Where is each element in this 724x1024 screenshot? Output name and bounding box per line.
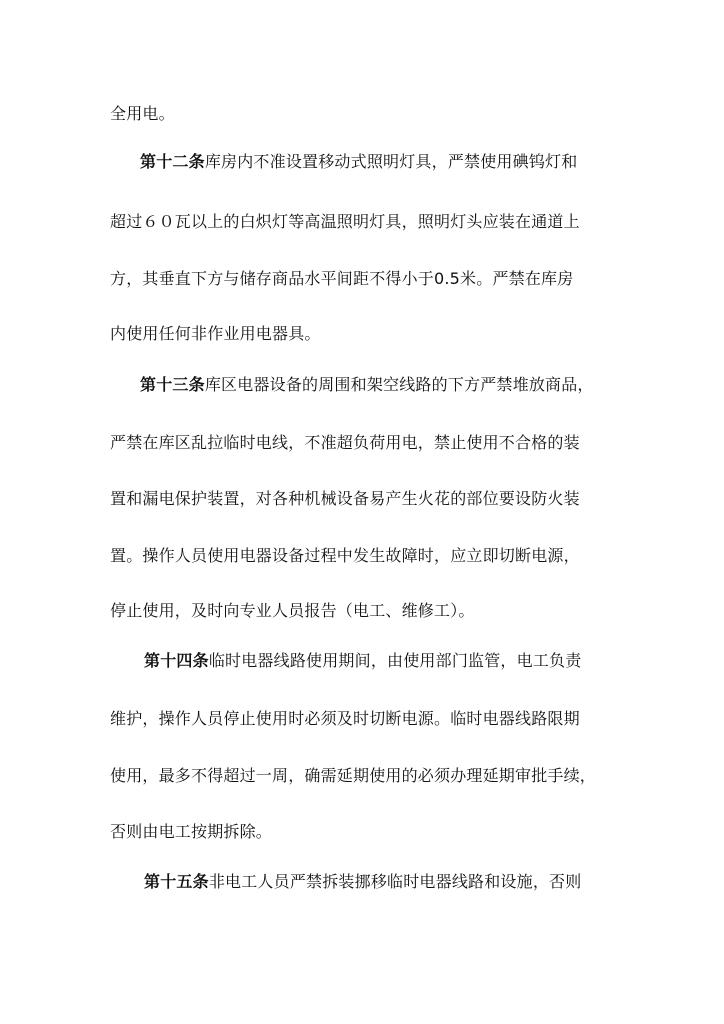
article-heading: 第十四条 xyxy=(144,651,209,670)
line-text: 非电工人员严禁拆装挪移临时电器线路和设施，否则 xyxy=(208,872,582,891)
text-line xyxy=(144,872,581,892)
article-heading: 第十二条 xyxy=(140,152,205,171)
line-text: 否则由电工按期拆除。 xyxy=(110,822,273,841)
text-line xyxy=(110,104,175,124)
text-line xyxy=(110,709,580,729)
text-line xyxy=(110,433,580,453)
text-line xyxy=(110,489,580,509)
line-text: 库区电器设备的周围和架空线路的下方严禁堆放商品， xyxy=(204,375,594,394)
text-line xyxy=(144,651,581,671)
line-text: 临时电器线路使用期间，由使用部门监管，电工负责 xyxy=(208,651,582,670)
text-line xyxy=(110,324,321,344)
line-text: 置。操作人员使用电器设备过程中发生故障时，应立即切断电源， xyxy=(110,546,580,565)
text-line xyxy=(140,152,577,172)
line-text: 置和漏电保护装置，对各种机械设备易产生火花的部位要设防火装 xyxy=(110,489,580,508)
line-text: 严禁在库区乱拉临时电线，不准超负荷用电，禁止使用不合格的装 xyxy=(110,433,580,452)
line-text: 全用电。 xyxy=(110,104,175,123)
article-heading: 第十五条 xyxy=(144,872,209,891)
article-heading: 第十三条 xyxy=(140,375,205,394)
text-line xyxy=(110,601,475,621)
text-line xyxy=(110,546,580,566)
line-text: 维护，操作人员停止使用时必须及时切断电源。临时电器线路限期 xyxy=(110,709,580,728)
line-text: 停止使用，及时向专业人员报告（电工、维修工）。 xyxy=(110,601,475,620)
text-line xyxy=(110,822,272,842)
text-line xyxy=(110,212,580,232)
text-line xyxy=(110,766,596,786)
text-line xyxy=(140,375,594,395)
line-text: 方，其垂直下方与储存商品水平间距不得小于0.5米。严禁在库房 xyxy=(110,269,574,288)
line-text: 超过６０瓦以上的白炽灯等高温照明灯具，照明灯头应装在通道上 xyxy=(110,212,580,231)
line-text: 内使用任何非作业用电器具。 xyxy=(110,324,321,343)
line-text: 使用，最多不得超过一周，确需延期使用的必须办理延期审批手续， xyxy=(110,766,597,785)
text-line xyxy=(110,269,573,289)
line-text: 库房内不准设置移动式照明灯具，严禁使用碘钨灯和 xyxy=(204,152,578,171)
